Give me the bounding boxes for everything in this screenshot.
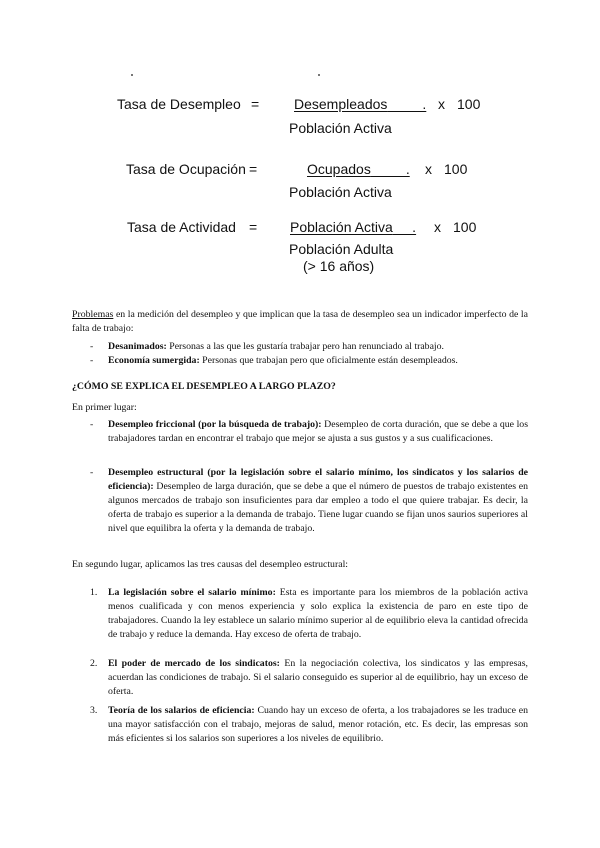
problem-text: Personas a las que les gustaría trabajar pero han renunciado al trabajo.	[166, 341, 444, 352]
cause-text: Esta es importante para los miembros de la población activa menos cualificada y con menos experiencia y solo explica la existencia de paro en este tipo de trabajadores. Cuando la ley establece un salario mínimo superior al de equilibrio eleva la cantidad ofrecida de trabajo y reduce la demanda. Hay exceso de oferta de trabajo.	[108, 587, 528, 640]
unemployment-type-term: Desempleo estructural (por la legislación sobre el salario mínimo, los sindicatos y los salarios de eficiencia):	[108, 467, 528, 492]
formula-label: Tasa de Actividad	[127, 219, 236, 235]
dash-bullet: -	[90, 355, 94, 366]
formula-numerator: Población Activa .	[290, 219, 417, 235]
formula-label: Tasa de Desempleo	[117, 96, 241, 112]
unemployment-type-text: Desempleo de larga duración, que se debe a que el número de puestos de trabajo existentes en algunos mercados de trabajo son insuficientes para dar empleo a todo el que quiere trabajar. Es decir, la oferta de trabajo es superior a la demanda de trabajo. Tiene lugar cuando se fijan unos saurios superiores al nivel que equilibra la oferta y la demanda de trabajo.	[108, 481, 528, 534]
problem-text: Personas que trabajan pero que oficialmente están desempleados.	[199, 355, 458, 366]
formula-times: x	[438, 96, 445, 112]
formula-times: x	[425, 161, 432, 177]
cause-item	[108, 704, 528, 746]
formula-equals: =	[251, 96, 260, 112]
cause-text: Cuando hay un exceso de oferta, a los trabajadores se les traduce en una mayor satisfacción con el trabajo, mejoras de salud, menor rotación, etc. Es decir, las empresas son más eficientes si los salarios son superiores a los niveles de equilibrio.	[108, 705, 529, 744]
cause-term: El poder de mercado de los sindicatos:	[108, 658, 280, 669]
problem-term: Economía sumergida:	[108, 355, 200, 366]
formula-factor: 100	[444, 161, 468, 177]
formula-numerator: Desempleados .	[294, 96, 427, 112]
problem-item	[108, 340, 528, 354]
formula-denominator: Población Activa	[289, 184, 392, 200]
formula-factor: 100	[457, 96, 481, 112]
unemployment-type-item	[108, 466, 528, 536]
cause-term: Teoría de los salarios de eficiencia:	[108, 705, 255, 716]
formula-label: Tasa de Ocupación	[126, 161, 246, 177]
dash-bullet: -	[90, 467, 94, 478]
list-number: 3.	[90, 705, 98, 716]
unemployment-type-item	[108, 418, 528, 446]
dash-bullet: -	[90, 419, 94, 430]
cause-term: La legislación sobre el salario mínimo:	[108, 587, 276, 598]
scan-speck	[131, 74, 133, 76]
list-number: 1.	[90, 587, 98, 598]
formula-note: (> 16 años)	[303, 258, 375, 274]
formula-numerator: Ocupados .	[307, 161, 410, 177]
formula-equals: =	[249, 219, 258, 235]
problems-text: en la medición del desempleo y que implican que la tasa de desempleo sea un indicador imperfecto de la falta de trabajo:	[72, 309, 528, 334]
first-place-text: En primer lugar:	[72, 402, 137, 413]
formula-denominator: Población Adulta	[289, 241, 394, 257]
scan-speck	[318, 74, 320, 76]
formula-denominator: Población Activa	[289, 120, 392, 136]
problem-item	[108, 354, 528, 368]
formula-equals: =	[249, 161, 258, 177]
cause-item	[108, 586, 528, 642]
unemployment-type-term: Desempleo friccional (por la búsqueda de trabajo):	[108, 419, 322, 430]
problems-lead: Problemas	[72, 309, 114, 320]
cause-item	[108, 657, 528, 699]
problems-paragraph	[72, 308, 528, 336]
problem-term: Desanimados:	[108, 341, 167, 352]
unemployment-type-text: Desempleo de corta duración, que se debe a que los trabajadores tardan en encontrar el trabajo que mejor se ajusta a sus gustos y a sus cualificaciones.	[108, 419, 529, 444]
formula-factor: 100	[453, 219, 477, 235]
list-number: 2.	[90, 658, 98, 669]
dash-bullet: -	[90, 341, 94, 352]
section-heading: ¿CÓMO SE EXPLICA EL DESEMPLEO A LARGO PLAZO?	[72, 381, 336, 392]
second-place-text: En segundo lugar, aplicamos las tres causas del desempleo estructural:	[72, 559, 349, 570]
cause-text: En la negociación colectiva, los sindicatos y las empresas, acuerdan las condiciones de trabajo. Si el salario conseguido es superior al de equilibrio, hay un exceso de oferta.	[108, 658, 528, 697]
formula-times: x	[434, 219, 441, 235]
